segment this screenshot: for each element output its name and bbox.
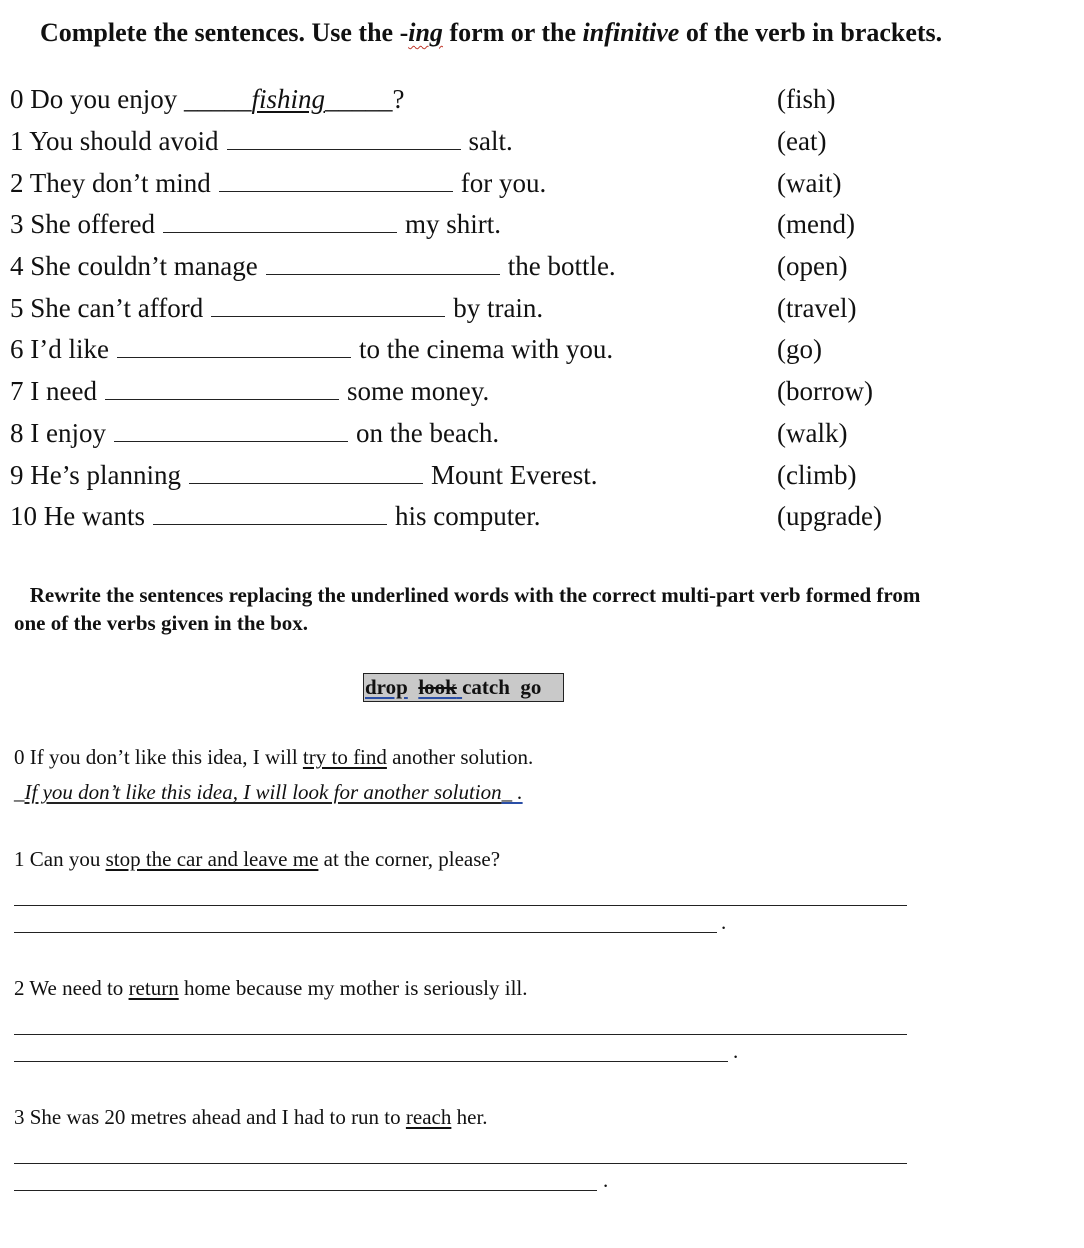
item-hint: (wait)	[777, 168, 842, 198]
exercise2-example-sentence	[14, 745, 533, 770]
exercise1-item	[10, 126, 513, 157]
example-blank-left: _____	[183, 84, 252, 114]
exercise1-item	[10, 168, 546, 199]
item-prefix: 1 You should avoid	[10, 126, 219, 156]
item-prefix: 10 He wants	[10, 501, 145, 531]
item-hint: (go)	[777, 334, 822, 364]
underlined-phrase: reach	[405, 1105, 452, 1129]
line-end-period: .	[721, 910, 727, 934]
sentence-pre: 3 She was 20 metres ahead and I had to run to	[14, 1105, 406, 1129]
sentence-post: home because my mother is seriously ill.	[178, 976, 528, 1000]
example-suffix: ?	[392, 84, 405, 114]
exercise2-instruction	[14, 581, 934, 637]
answer-lead: _	[14, 780, 25, 804]
word-catch: catch	[462, 675, 510, 699]
answer-blank[interactable]	[227, 127, 461, 150]
example-blank-right: _____	[325, 84, 393, 114]
item-hint: (climb)	[777, 460, 857, 490]
sentence-pre: 1 Can you	[14, 847, 106, 871]
word-go: go	[520, 675, 542, 699]
exercise1-item	[10, 209, 501, 240]
item-hint: (travel)	[777, 293, 857, 323]
item-prefix: 6 I’d like	[10, 334, 109, 364]
answer-blank[interactable]	[117, 335, 351, 358]
item-prefix: 3 She offered	[10, 209, 155, 239]
exercise1-item	[10, 293, 543, 324]
underlined-phrase: stop the car and leave me	[105, 847, 319, 871]
word-drop: drop	[365, 675, 408, 699]
word-look-crossed: look	[418, 675, 457, 699]
exercise1-item	[10, 376, 489, 407]
word-box	[363, 673, 564, 702]
exercise2-item	[14, 1105, 488, 1130]
exercise2-example-answer	[14, 780, 523, 805]
answer-line[interactable]	[14, 932, 717, 933]
answer-blank[interactable]	[163, 210, 397, 233]
item-suffix: the bottle.	[507, 251, 616, 281]
answer-line[interactable]	[14, 1034, 907, 1035]
answer-blank[interactable]	[105, 377, 339, 400]
line-end-period: .	[603, 1168, 609, 1192]
answer-blank[interactable]	[153, 502, 387, 525]
item-suffix: to the cinema with you.	[358, 334, 614, 364]
exercise2-item	[14, 847, 500, 872]
item-suffix: Mount Everest.	[430, 460, 598, 490]
instruction-text: Rewrite the sentences replacing the underlined words with the correct multi-part verb formed from one of the verbs given in the box.	[14, 583, 921, 635]
answer-line[interactable]	[14, 1190, 597, 1191]
line-end-period: .	[733, 1039, 739, 1063]
item-suffix: some money.	[346, 376, 490, 406]
answer-blank[interactable]	[189, 461, 423, 484]
sentence-post: another solution.	[386, 745, 534, 769]
exercise1-item	[10, 251, 616, 282]
item-prefix: 4 She couldn’t manage	[10, 251, 258, 281]
exercise1-item	[10, 460, 597, 491]
item-suffix: on the beach.	[355, 418, 500, 448]
exercise1-title	[40, 18, 942, 48]
answer-blank[interactable]	[266, 252, 500, 275]
title-infinitive: infinitive	[582, 18, 680, 47]
item-suffix: for you.	[460, 168, 547, 198]
sentence-post: her.	[451, 1105, 488, 1129]
exercise1-item	[10, 418, 499, 449]
underlined-phrase: return	[128, 976, 179, 1000]
answer-text: If you don’t like this idea, I will look for another solution	[24, 780, 502, 804]
answer-blank[interactable]	[211, 294, 445, 317]
item-prefix: 7 I need	[10, 376, 97, 406]
item-suffix: salt.	[468, 126, 513, 156]
item-hint: (upgrade)	[777, 501, 882, 531]
sentence-post: at the corner, please?	[318, 847, 501, 871]
answer-line[interactable]	[14, 1163, 907, 1164]
exercise1-item	[10, 501, 540, 532]
example-sentence	[10, 84, 404, 115]
answer-line[interactable]	[14, 905, 907, 906]
item-prefix: 5 She can’t afford	[10, 293, 204, 323]
answer-blank[interactable]	[219, 169, 453, 192]
item-hint: (walk)	[777, 418, 848, 448]
answer-tail: _ .	[501, 780, 523, 804]
item-hint: (open)	[777, 251, 848, 281]
title-ing: ing	[408, 18, 443, 47]
sentence-pre: 2 We need to	[14, 976, 129, 1000]
item-hint: (eat)	[777, 126, 827, 156]
title-text-mid: form or the	[442, 18, 583, 47]
item-prefix: 9 He’s planning	[10, 460, 181, 490]
exercise2-item	[14, 976, 528, 1001]
item-hint: (borrow)	[777, 376, 873, 406]
exercise1-item	[10, 334, 613, 365]
title-text-start: Complete the sentences. Use the -	[40, 18, 409, 47]
title-text-end: of the verb in brackets.	[679, 18, 943, 47]
example-answer: fishing	[251, 84, 325, 114]
item-hint: (mend)	[777, 209, 855, 239]
underlined-phrase: try to find	[302, 745, 387, 769]
item-suffix: by train.	[453, 293, 544, 323]
example-hint: (fish)	[777, 84, 836, 114]
item-prefix: 2 They don’t mind	[10, 168, 211, 198]
answer-line[interactable]	[14, 1061, 728, 1062]
example-prefix: 0 Do you enjoy	[10, 84, 184, 114]
item-suffix: my shirt.	[404, 209, 501, 239]
item-suffix: his computer.	[394, 501, 541, 531]
answer-blank[interactable]	[114, 419, 348, 442]
item-prefix: 8 I enjoy	[10, 418, 106, 448]
sentence-pre: 0 If you don’t like this idea, I will	[14, 745, 303, 769]
